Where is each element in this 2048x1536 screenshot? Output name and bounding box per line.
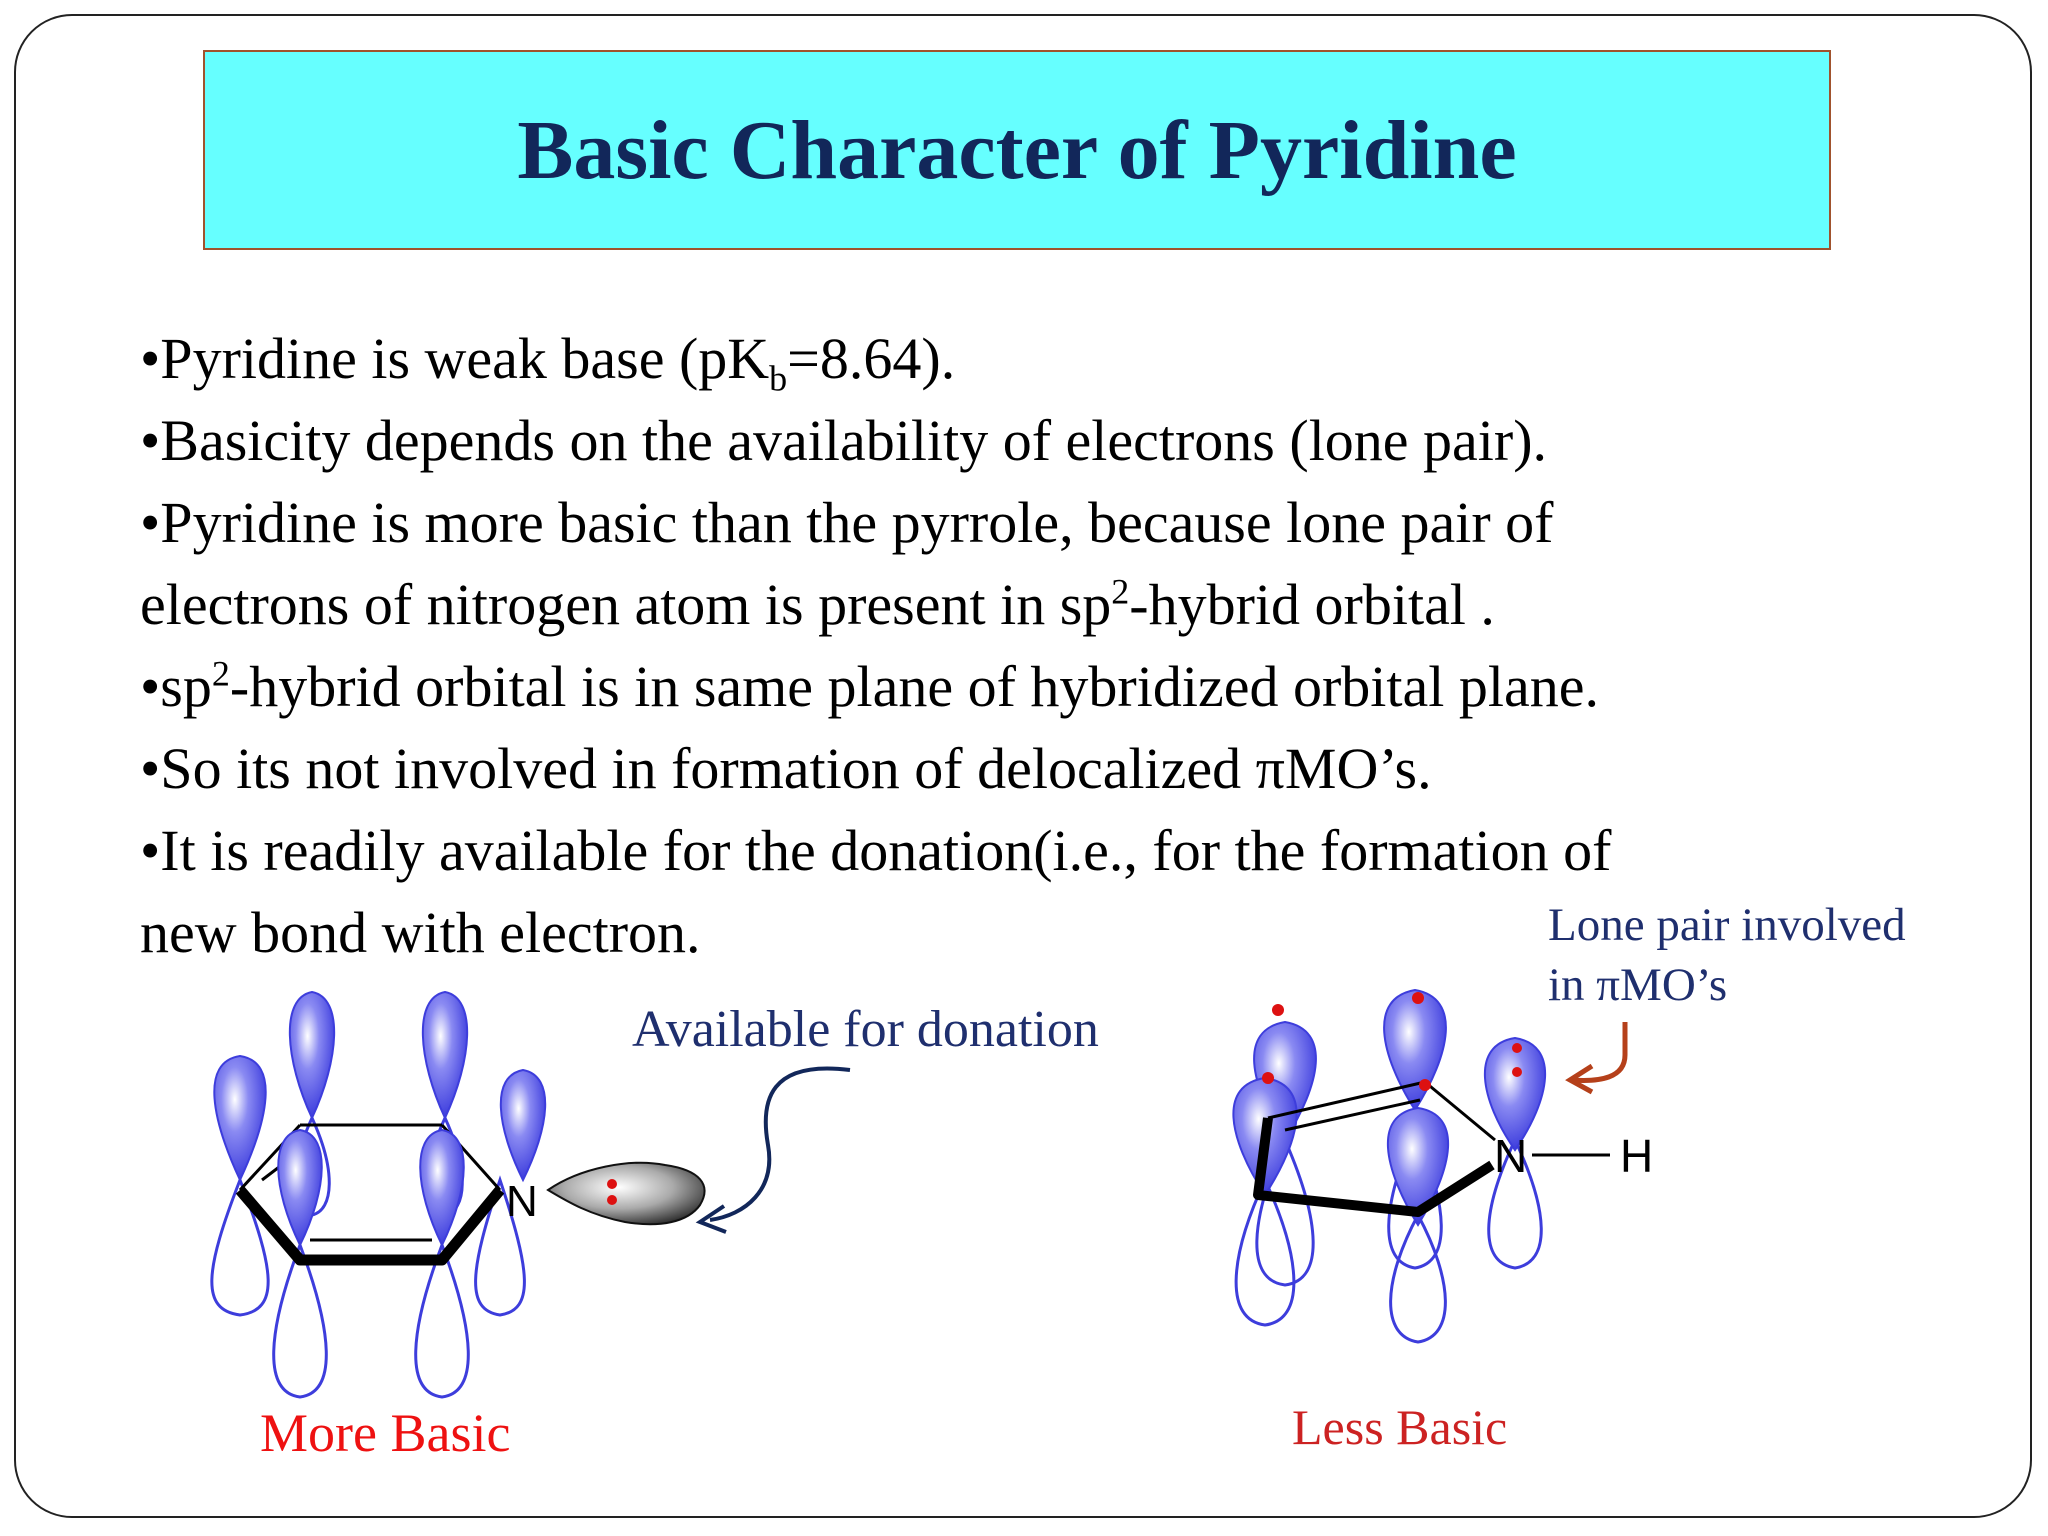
pyridine-nitrogen: N: [506, 1177, 538, 1226]
lone-pair-label-line1: Lone pair involved: [1548, 899, 1906, 951]
bullet-available-cont: new bond with electron.: [140, 900, 701, 965]
bullet-sp2-text: •sp: [140, 654, 212, 719]
available-for-donation-label: Available for donation: [632, 1001, 1099, 1058]
pi-electron-dot: [1262, 1072, 1274, 1084]
lone-pair-dot: [607, 1195, 617, 1205]
lone-pair-dot: [607, 1179, 617, 1189]
pyrrole-nitrogen: N: [1494, 1130, 1528, 1182]
pyrrole-hydrogen: H: [1620, 1130, 1654, 1182]
bullet-more-basic: •Pyridine is more basic than the pyrrole, because lone pair of: [140, 490, 1554, 555]
more-basic-label: More Basic: [260, 1403, 511, 1463]
bullet-not-involved: •So its not involved in formation of delocalized πMO’s.: [140, 736, 1432, 801]
pi-electron-dot: [1419, 1079, 1431, 1091]
pyridine-upper-lobes: [214, 992, 545, 1245]
sp2-superscript-2: 2: [211, 653, 230, 694]
sp2-lone-pair-orbital: [548, 1163, 705, 1224]
pi-electron-dot: [1412, 992, 1424, 1004]
bullet-available: •It is readily available for the donation(i.e., for the formation of: [140, 818, 1612, 883]
bullet-pkb-text: •Pyridine is weak base (pK: [140, 326, 770, 391]
sp2-superscript: 2: [1111, 571, 1130, 612]
pkb-subscript: b: [769, 358, 788, 399]
lone-pair-dot: [1512, 1067, 1522, 1077]
bullet-basicity: •Basicity depends on the availability of electrons (lone pair).: [140, 408, 1548, 473]
pi-electron-dot: [1272, 1004, 1284, 1016]
pyrrole-diagram: [1233, 990, 1653, 1342]
slide-title: Basic Character of Pyridine: [517, 103, 1517, 197]
bullet-more-basic-cont-text: electrons of nitrogen atom is present in sp: [140, 572, 1112, 637]
donation-arrow: [710, 1068, 850, 1220]
bullet-more-basic-cont-end: -hybrid orbital .: [1129, 572, 1495, 637]
lone-pair-dot: [1512, 1043, 1522, 1053]
lone-pair-label-line2: in πMO’s: [1548, 959, 1728, 1011]
less-basic-label: Less Basic: [1292, 1399, 1508, 1455]
bullet-pkb-value: =8.64).: [787, 326, 956, 391]
bullet-sp2-end: -hybrid orbital is in same plane of hybridized orbital plane.: [229, 654, 1599, 719]
